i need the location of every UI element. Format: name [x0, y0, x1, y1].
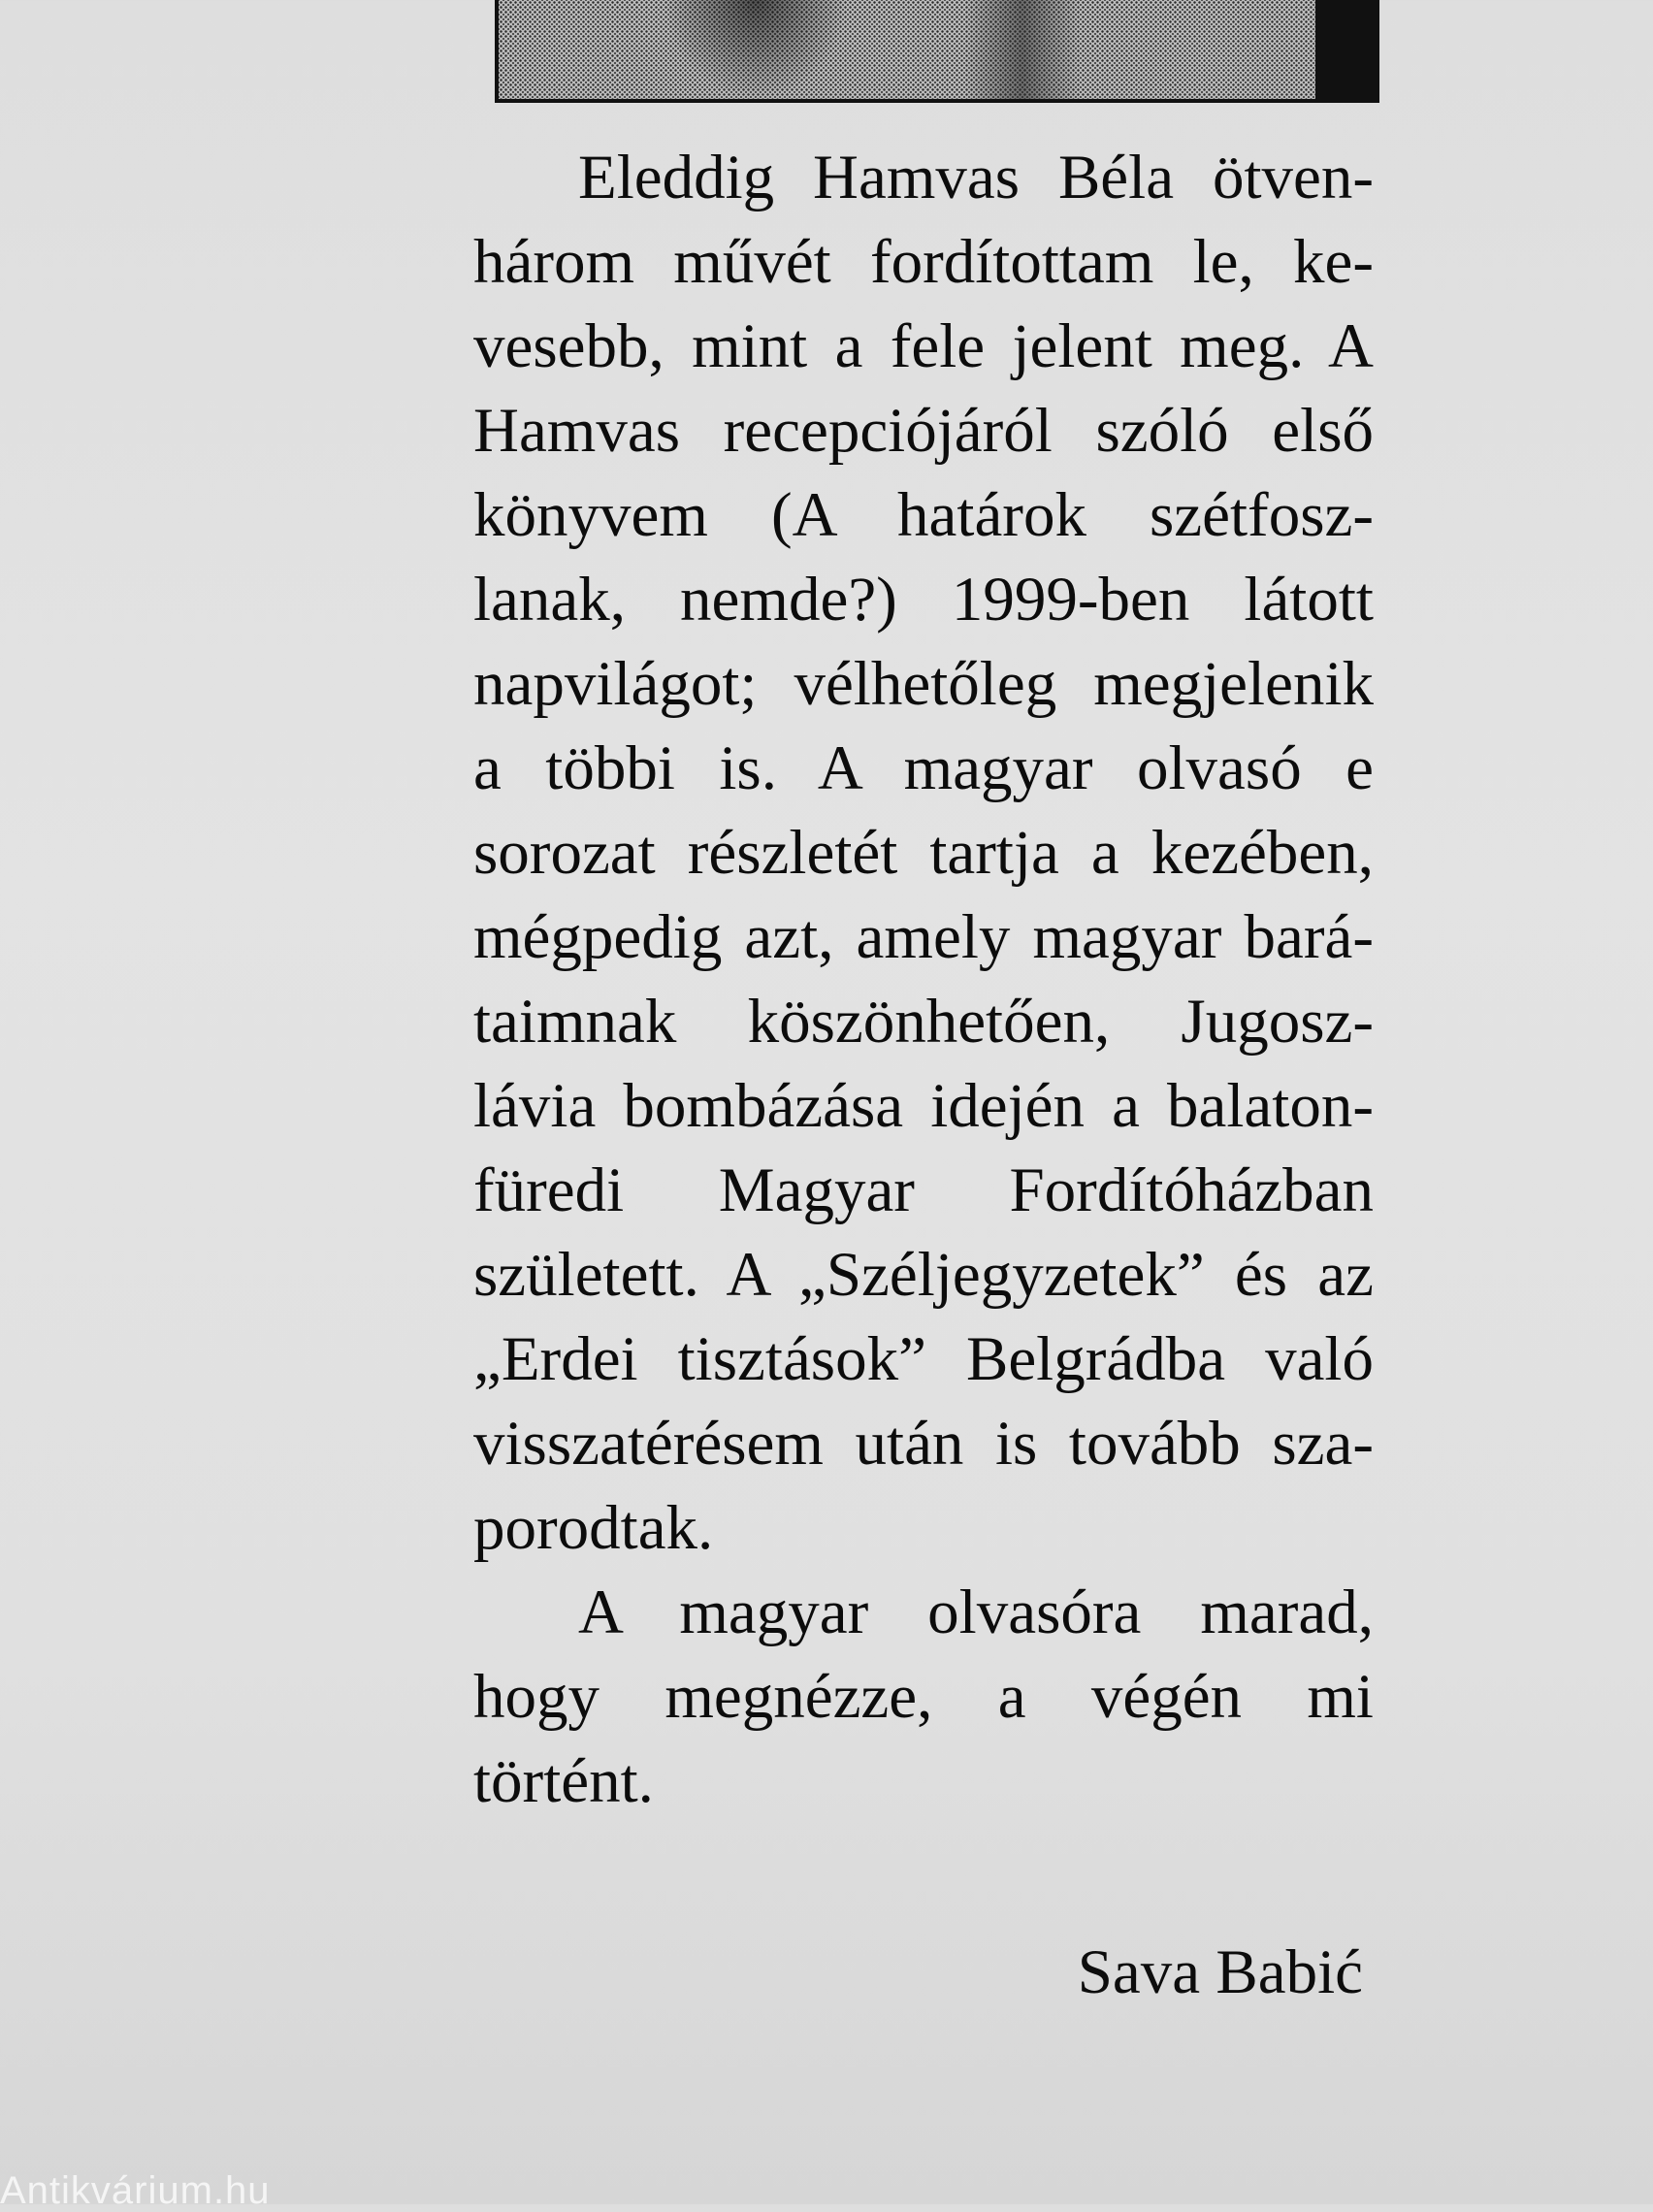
- author-signature: Sava Babić: [1077, 1937, 1363, 2007]
- text-line: lávia bombázása idején a balaton-: [473, 1071, 1374, 1141]
- watermark: Antikvárium.hu: [0, 2169, 271, 2212]
- text-line: sorozat részletét tartja a kezében,: [473, 818, 1374, 888]
- afterword-text: [473, 136, 1374, 1824]
- text-line: hogy megnézze, a végén mi: [473, 1662, 1374, 1732]
- text-line: lanak, nemde?) 1999-ben látott: [473, 565, 1374, 634]
- photo-dark-edge: [1315, 0, 1376, 99]
- text-line: visszatérésem után is tovább sza-: [473, 1409, 1374, 1479]
- text-line: történt.: [473, 1746, 654, 1816]
- paragraph-1: [473, 136, 1374, 1571]
- text-line: könyvem (A határok szétfosz-: [473, 480, 1374, 550]
- paragraph-2: [473, 1571, 1374, 1824]
- text-line: Eleddig Hamvas Béla ötven-: [578, 143, 1374, 212]
- photo-shadow-left: [664, 0, 848, 99]
- text-line: született. A „Széljegyzetek” és az: [473, 1240, 1374, 1310]
- photo-fragment: [495, 0, 1379, 103]
- text-line: vesebb, mint a fele jelent meg. A: [473, 311, 1374, 381]
- text-line: mégpedig azt, amely magyar bará-: [473, 902, 1374, 972]
- photo-shadow-middle: [964, 0, 1081, 99]
- text-line: porodtak.: [473, 1493, 714, 1563]
- text-line: a többi is. A magyar olvasó e: [473, 733, 1374, 803]
- text-line: taimnak köszönhetően, Jugosz-: [473, 987, 1374, 1057]
- text-line: napvilágot; vélhetőleg megjelenik: [473, 649, 1374, 719]
- text-line: „Erdei tisztások” Belgrádba való: [473, 1324, 1374, 1394]
- text-line: füredi Magyar Fordítóházban: [473, 1155, 1374, 1225]
- text-line: A magyar olvasóra marad,: [578, 1578, 1374, 1647]
- text-line: Hamvas recepciójáról szóló első: [473, 396, 1374, 466]
- text-line: három művét fordítottam le, ke-: [473, 227, 1374, 297]
